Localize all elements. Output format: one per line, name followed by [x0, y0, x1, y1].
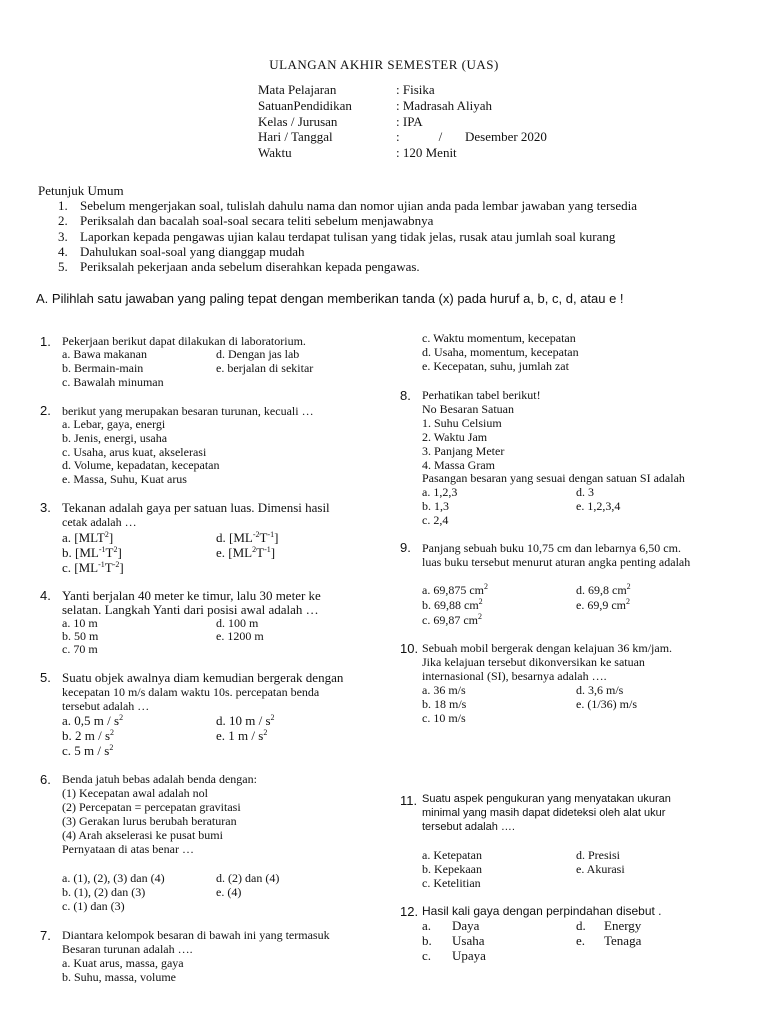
- instruction-text: Sebelum mengerjakan soal, tulislah dahulu nama dan nomor ujian anda pada lembar jawaban yang tersedia: [80, 198, 638, 213]
- question-text: Benda jatuh bebas adalah benda dengan:: [62, 772, 257, 786]
- instruction-item: [58, 213, 433, 229]
- option-d: d. 3,6 m/s: [576, 683, 624, 697]
- option-c: c. Usaha, arus kuat, akselerasi: [62, 445, 207, 459]
- option-d: d. 3: [576, 485, 594, 499]
- table-row: 2. Waktu Jam: [422, 430, 488, 444]
- option-d: d. 10 m / $s^2$: [216, 713, 275, 728]
- question-text: Pekerjaan berikut dapat dilakukan di laboratorium.: [62, 334, 306, 348]
- statement: (2) Percepatan = percepatan gravitasi: [62, 800, 241, 814]
- option-e: e. 1200 m: [216, 629, 264, 643]
- option-d: d. 100 m: [216, 616, 259, 630]
- info-value: : 120 Menit: [396, 145, 457, 160]
- option-d: d. (2) dan (4): [216, 871, 280, 885]
- info-row-time: [258, 145, 457, 161]
- info-label: Kelas / Jurusan: [258, 114, 338, 129]
- instruction-number: 5.: [58, 259, 68, 274]
- option-d-letter: d.: [576, 918, 586, 933]
- option-a: a. Lebar, gaya, energi: [62, 417, 166, 431]
- question-number: 5.: [40, 670, 51, 685]
- option-c: c. 70 m: [62, 642, 98, 656]
- option-e: e. Massa, Suhu, Kuat arus: [62, 472, 187, 486]
- option-c: Upaya: [452, 948, 486, 963]
- question-text: berikut yang merupakan besaran turunan, kecuali …: [62, 404, 314, 418]
- question-text-cont: minimal yang masih dapat dideteksi oleh alat ukur: [422, 807, 666, 819]
- option-b: b. Jenis, energi, usaha: [62, 431, 168, 445]
- question-text-cont: cetak adalah …: [62, 515, 137, 529]
- instruction-number: 4.: [58, 244, 68, 259]
- option-c: c. 2,4: [422, 513, 449, 527]
- question-number: 2.: [40, 403, 51, 418]
- option-a: a. Kuat arus, massa, gaya: [62, 956, 184, 970]
- option-c: c. 10 m/s: [422, 711, 466, 725]
- option-e: e. $[ML^2T^{-1}]$: [216, 545, 276, 560]
- option-b: b. 50 m: [62, 629, 99, 643]
- statement: (1) Kecepatan awal adalah nol: [62, 786, 208, 800]
- option-d: Energy: [604, 918, 642, 933]
- option-a: a. Bawa makanan: [62, 347, 147, 361]
- info-row-subject: [258, 82, 435, 98]
- statement: (3) Gerakan lurus berubah beraturan: [62, 814, 237, 828]
- option-c: c. (1) dan (3): [62, 899, 125, 913]
- option-e: e. Akurasi: [576, 862, 625, 876]
- table-row: 3. Panjang Meter: [422, 444, 505, 458]
- instruction-number: 2.: [58, 213, 68, 228]
- option-a: a. (1), (2), (3) dan (4): [62, 871, 165, 885]
- option-e: e. berjalan di sekitar: [216, 361, 314, 375]
- question-number: 8.: [400, 388, 411, 403]
- question-text: Diantara kelompok besaran di bawah ini yang termasuk: [62, 928, 330, 942]
- option-a: a. 10 m: [62, 616, 98, 630]
- question-number: 9.: [400, 540, 411, 555]
- option-c: c. Bawalah minuman: [62, 375, 164, 389]
- option-b: b. 2 m / $s^2$: [62, 728, 115, 743]
- option-a: a. 0,5 m / $s^2$: [62, 713, 124, 728]
- table-row: 4. Massa Gram: [422, 458, 495, 472]
- question-text-cont: kecepatan 10 m/s dalam waktu 10s. percepatan benda: [62, 685, 320, 699]
- question-text: Sebuah mobil bergerak dengan kelajuan 36 km/jam.: [422, 641, 673, 655]
- option-b: Usaha: [452, 933, 485, 948]
- option-b-letter: b.: [422, 933, 432, 948]
- instruction-item: [58, 244, 305, 260]
- instruction-item: [58, 259, 420, 275]
- info-row-school: [258, 98, 492, 114]
- option-e: e. (4): [216, 885, 242, 899]
- instruction-number: 3.: [58, 229, 68, 244]
- question-text-cont: Besaran turunan adalah ….: [62, 942, 193, 956]
- option-e: e. 69,9 $cm^2$: [576, 597, 630, 612]
- question-text-cont: tersebut adalah ….: [422, 821, 515, 833]
- option-d: d. 69,8 $cm^2$: [576, 582, 631, 597]
- question-text-cont: tersebut adalah …: [62, 699, 150, 713]
- instruction-item: [58, 229, 615, 245]
- question-text: Yanti berjalan 40 meter ke timur, lalu 30 meter ke: [62, 588, 321, 603]
- question-text-cont: luas buku tersebut menurut aturan angka penting adalah: [422, 555, 691, 569]
- info-value: : Madrasah Aliyah: [396, 98, 493, 113]
- option-b: b. $[ML^{-1}T^2]$: [62, 545, 122, 560]
- question-number: 4.: [40, 588, 51, 603]
- option-a: a. 36 m/s: [422, 683, 466, 697]
- question-text: Suatu objek awalnya diam kemudian bergerak dengan: [62, 670, 344, 685]
- option-b: b. 18 m/s: [422, 697, 467, 711]
- option-a: Daya: [452, 918, 480, 933]
- instruction-item: [58, 198, 637, 214]
- instruction-text: Laporkan kepada pengawas ujian kalau terdapat tulisan yang tidak jelas, rusak atau jumlah soal kurang: [80, 229, 616, 244]
- option-c: c. 5 m / $s^2$: [62, 743, 114, 758]
- section-a-instruction: A. Pilihlah satu jawaban yang paling tepat dengan memberikan tanda (x) pada huruf a, b, c, d, atau e !: [36, 291, 624, 306]
- option-d: d. Volume, kepadatan, kecepatan: [62, 458, 220, 472]
- option-c: c. $[ML^{-1}T^{-2}]$: [62, 560, 124, 575]
- statement: (4) Arah akselerasi ke pusat bumi: [62, 828, 223, 842]
- option-c: c. 69,87 $cm^2$: [422, 612, 482, 627]
- info-label: SatuanPendidikan: [258, 98, 352, 113]
- question-number: 11.: [400, 793, 418, 808]
- info-row-class: [258, 114, 423, 130]
- question-number: 6.: [40, 772, 51, 787]
- instructions-heading: Petunjuk Umum: [38, 183, 124, 198]
- table-header: No Besaran Satuan: [422, 402, 514, 416]
- question-number: 12.: [400, 904, 419, 919]
- option-c: c. Ketelitian: [422, 876, 481, 890]
- option-d: d. Usaha, momentum, kecepatan: [422, 345, 579, 359]
- option-b: b. Suhu, massa, volume: [62, 970, 176, 984]
- instruction-text: Periksalah dan bacalah soal-soal secara teliti sebelum menjawabnya: [80, 213, 434, 228]
- option-e: e. 1,2,3,4: [576, 499, 621, 513]
- exam-title: ULANGAN AKHIR SEMESTER (UAS): [269, 57, 499, 72]
- option-d: d. Dengan jas lab: [216, 347, 300, 361]
- question-text-cont: selatan. Langkah Yanti dari posisi awal adalah …: [62, 602, 319, 617]
- question-text-cont: internasional (SI), besarnya adalah ….: [422, 669, 607, 683]
- option-d: d. $[ML^{-2}T^{-1}]$: [216, 530, 279, 545]
- question-text-cont: Jika kelajuan tersebut dikonversikan ke satuan: [422, 655, 645, 669]
- info-row-date: [258, 129, 547, 145]
- question-text: Suatu aspek pengukuran yang menyatakan ukuran: [422, 793, 671, 805]
- option-a-letter: a.: [422, 918, 432, 933]
- info-label: Waktu: [258, 145, 292, 160]
- question-prompt: Pasangan besaran yang sesuai dengan satuan SI adalah: [422, 471, 685, 485]
- option-a: a. [MLT$^2$]: [62, 530, 114, 545]
- instruction-text: Dahulukan soal-soal yang dianggap mudah: [80, 244, 305, 259]
- option-b: b. 69,88 $cm^2$: [422, 597, 483, 612]
- option-b: b. Bermain-main: [62, 361, 144, 375]
- info-value: : Fisika: [396, 82, 435, 97]
- statement: Pernyataan di atas benar …: [62, 842, 194, 856]
- option-b: b. Kepekaan: [422, 862, 482, 876]
- question-number: 7.: [40, 928, 51, 943]
- option-c: c. Waktu momentum, kecepatan: [422, 331, 576, 345]
- question-number: 10.: [400, 641, 419, 656]
- option-d: d. Presisi: [576, 848, 621, 862]
- option-c-letter: c.: [422, 948, 432, 963]
- option-e: e. 1 m / $s^2$: [216, 728, 268, 743]
- info-label: Hari / Tanggal: [258, 129, 333, 144]
- option-b: b. 1,3: [422, 499, 449, 513]
- option-b: b. (1), (2) dan (3): [62, 885, 146, 899]
- question-number: 1.: [40, 334, 51, 349]
- option-a: a. 1,2,3: [422, 485, 458, 499]
- question-text: Panjang sebuah buku 10,75 cm dan lebarnya 6,50 cm.: [422, 541, 681, 555]
- instruction-text: Periksalah pekerjaan anda sebelum diserahkan kepada pengawas.: [80, 259, 420, 274]
- info-value: : IPA: [396, 114, 423, 129]
- option-e-letter: e.: [576, 933, 586, 948]
- question-text: Tekanan adalah gaya per satuan luas. Dimensi hasil: [62, 500, 330, 515]
- info-label: Mata Pelajaran: [258, 82, 337, 97]
- table-row: 1. Suhu Celsium: [422, 416, 502, 430]
- question-text: Hasil kali gaya dengan perpindahan disebut .: [422, 904, 662, 918]
- option-e: Tenaga: [604, 933, 642, 948]
- option-a: a. Ketepatan: [422, 848, 482, 862]
- info-value: : / Desember 2020: [396, 129, 547, 144]
- option-a: a. 69,875 $cm^2$: [422, 582, 488, 597]
- question-number: 3.: [40, 500, 51, 515]
- question-text: Perhatikan tabel berikut!: [422, 388, 541, 402]
- option-e: e. (1/36) m/s: [576, 697, 637, 711]
- instruction-number: 1.: [58, 198, 68, 213]
- option-e: e. Kecepatan, suhu, jumlah zat: [422, 359, 569, 373]
